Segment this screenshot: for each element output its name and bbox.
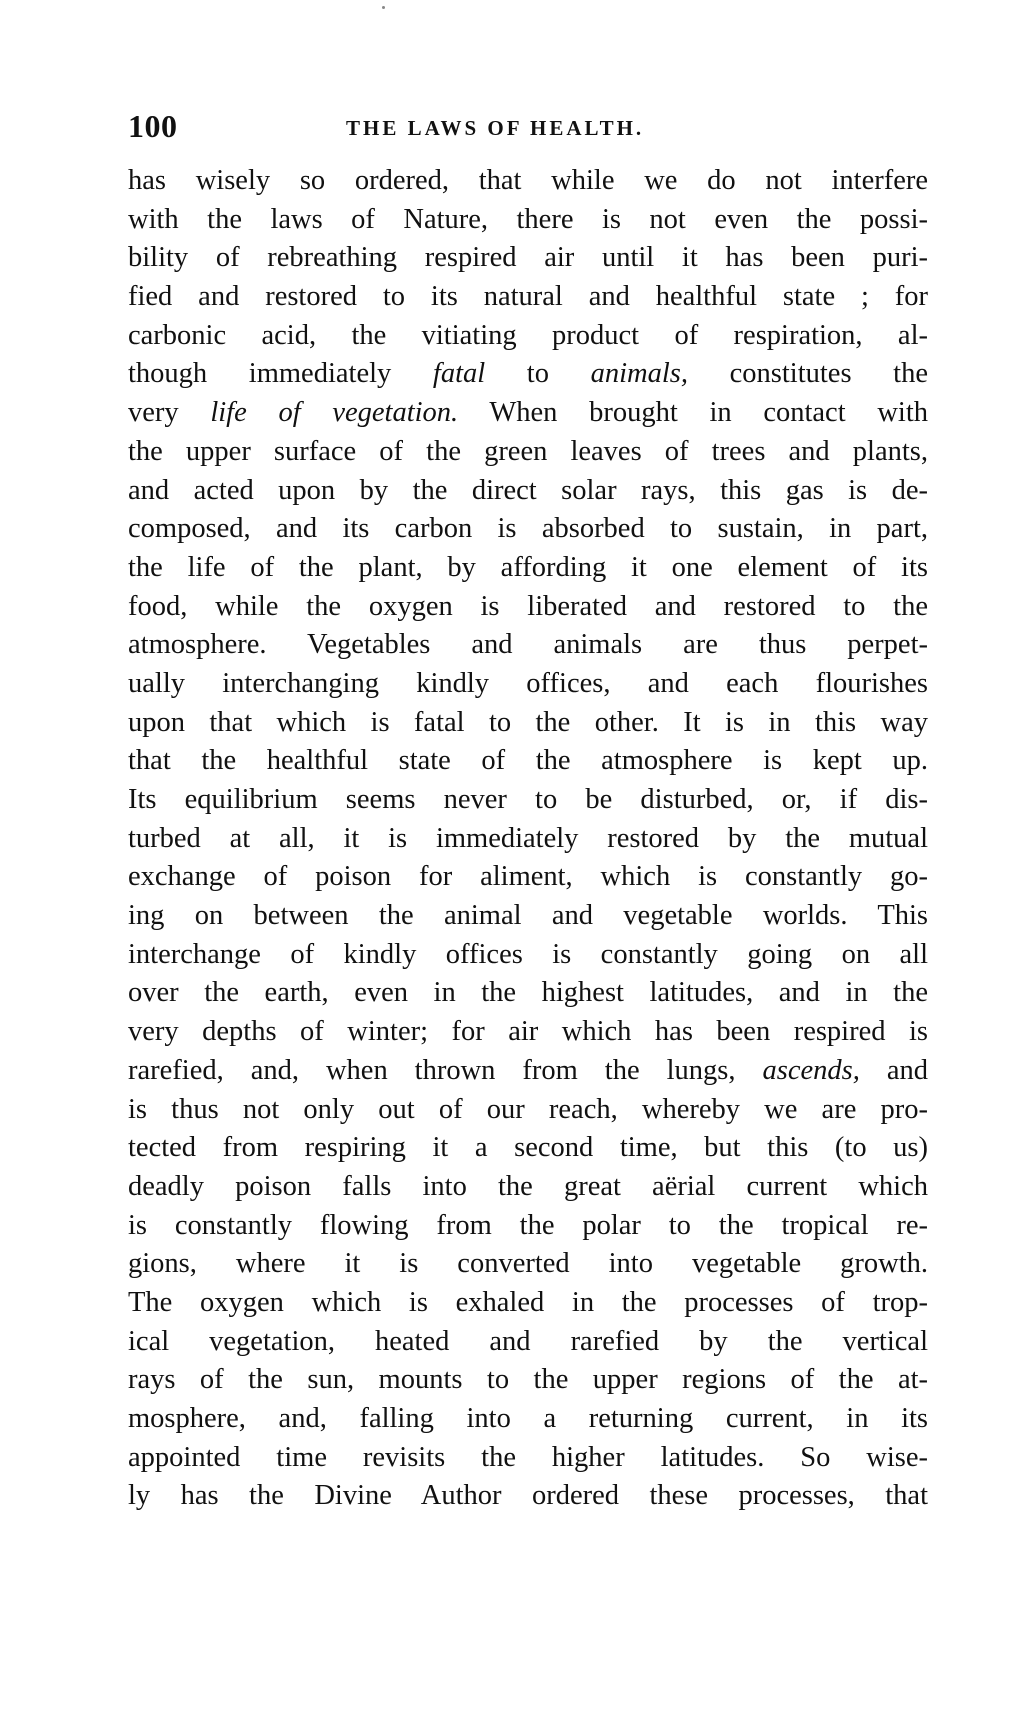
text-segment: turbed at all, it is immediately restored by the mutual: [128, 822, 928, 854]
text-line: [128, 1091, 928, 1130]
text-line: [128, 936, 928, 975]
text-segment: When brought in contact with: [458, 397, 928, 429]
text-line: [128, 626, 928, 665]
text-line: [128, 510, 928, 549]
text-segment: and: [859, 1054, 928, 1086]
text-line: [128, 1361, 928, 1400]
italic-text: animals,: [590, 358, 688, 390]
text-segment: over the earth, even in the highest latitudes, and in the: [128, 977, 928, 1009]
text-line: [128, 162, 928, 201]
text-segment: to: [485, 358, 591, 390]
text-line: [128, 1400, 928, 1439]
text-segment: fied and restored to its natural and healthful state ; for: [128, 281, 928, 313]
text-line: [128, 1284, 928, 1323]
text-segment: is thus not only out of our reach, whereby we are pro-: [128, 1093, 928, 1125]
text-segment: atmosphere. Vegetables and animals are thus perpet-: [128, 629, 928, 661]
text-segment: deadly poison falls into the great aërial current which: [128, 1170, 928, 1202]
text-segment: ually interchanging kindly offices, and each flourishes: [128, 667, 928, 699]
text-segment: Its equilibrium seems never to be disturbed, or, if dis-: [128, 784, 928, 815]
text-line: [128, 1245, 928, 1284]
text-line: [128, 858, 928, 897]
page-header: [128, 108, 928, 148]
text-line: [128, 1207, 928, 1246]
text-segment: The oxygen which is exhaled in the processes of trop-: [128, 1286, 928, 1318]
text-line: [128, 239, 928, 278]
text-line: [128, 355, 928, 394]
text-segment: with the laws of Nature, there is not even the possi-: [128, 203, 928, 235]
page-number: 100: [128, 108, 178, 144]
text-line: [128, 394, 928, 433]
text-segment: very: [128, 397, 211, 429]
text-line: [128, 704, 928, 743]
text-segment: bility of rebreathing respired air until it has been puri-: [128, 242, 928, 274]
text-line: [128, 433, 928, 472]
text-segment: appointed time revisits the higher latitudes. So wise-: [128, 1441, 928, 1473]
text-segment: though immediately: [128, 358, 433, 390]
body-text: [128, 162, 928, 1516]
text-line: [128, 549, 928, 588]
text-segment: constitutes the: [688, 358, 928, 390]
text-line: [128, 472, 928, 511]
text-line: [128, 1168, 928, 1207]
running-title: THE LAWS OF HEALTH.: [346, 116, 645, 140]
text-line: [128, 781, 928, 820]
text-line: [128, 1013, 928, 1052]
text-line: [128, 1439, 928, 1478]
text-segment: exchange of poison for aliment, which is constantly go-: [128, 861, 928, 893]
text-line: [128, 897, 928, 936]
text-segment: rays of the sun, mounts to the upper regions of the at-: [128, 1364, 928, 1396]
text-line: [128, 742, 928, 781]
text-line: [128, 317, 928, 356]
text-segment: very depths of winter; for air which has been respired is: [128, 1016, 928, 1048]
text-segment: carbonic acid, the vitiating product of respiration, al-: [128, 319, 928, 351]
text-segment: is constantly flowing from the polar to the tropical re-: [128, 1209, 928, 1241]
text-segment: the upper surface of the green leaves of trees and plants,: [128, 435, 928, 467]
text-segment: ing on between the animal and vegetable worlds. This: [128, 900, 928, 932]
text-line: [128, 1477, 928, 1516]
text-line: [128, 1052, 928, 1091]
text-segment: mosphere, and, falling into a returning current, in its: [128, 1403, 928, 1434]
text-line: [128, 278, 928, 317]
text-segment: upon that which is fatal to the other. It is in this way: [128, 706, 928, 738]
text-segment: ly has the Divine Author ordered these processes, that: [128, 1480, 928, 1512]
text-line: [128, 1129, 928, 1168]
text-segment: that the healthful state of the atmosphere is kept up.: [128, 745, 928, 777]
text-line: [128, 820, 928, 859]
italic-text: life of vegetation.: [210, 397, 459, 429]
print-speck: [382, 6, 385, 9]
text-segment: rarefied, and, when thrown from the lungs,: [128, 1054, 763, 1086]
text-line: [128, 201, 928, 240]
text-line: [128, 588, 928, 627]
text-segment: the life of the plant, by affording it one element of its: [128, 551, 928, 583]
text-line: [128, 1323, 928, 1362]
italic-text: ascends,: [762, 1054, 860, 1086]
text-segment: gions, where it is converted into vegetable growth.: [128, 1248, 928, 1280]
text-segment: has wisely so ordered, that while we do not interfere: [128, 165, 928, 196]
text-segment: tected from respiring it a second time, but this (to us): [128, 1132, 928, 1164]
text-segment: ical vegetation, heated and rarefied by the vertical: [128, 1325, 928, 1357]
italic-text: fatal: [432, 358, 486, 390]
text-line: [128, 665, 928, 704]
text-segment: and acted upon by the direct solar rays, this gas is de-: [128, 474, 928, 506]
text-segment: interchange of kindly offices is constantly going on all: [128, 938, 928, 970]
text-segment: composed, and its carbon is absorbed to sustain, in part,: [128, 513, 928, 545]
text-line: [128, 974, 928, 1013]
text-segment: food, while the oxygen is liberated and restored to the: [128, 590, 928, 622]
